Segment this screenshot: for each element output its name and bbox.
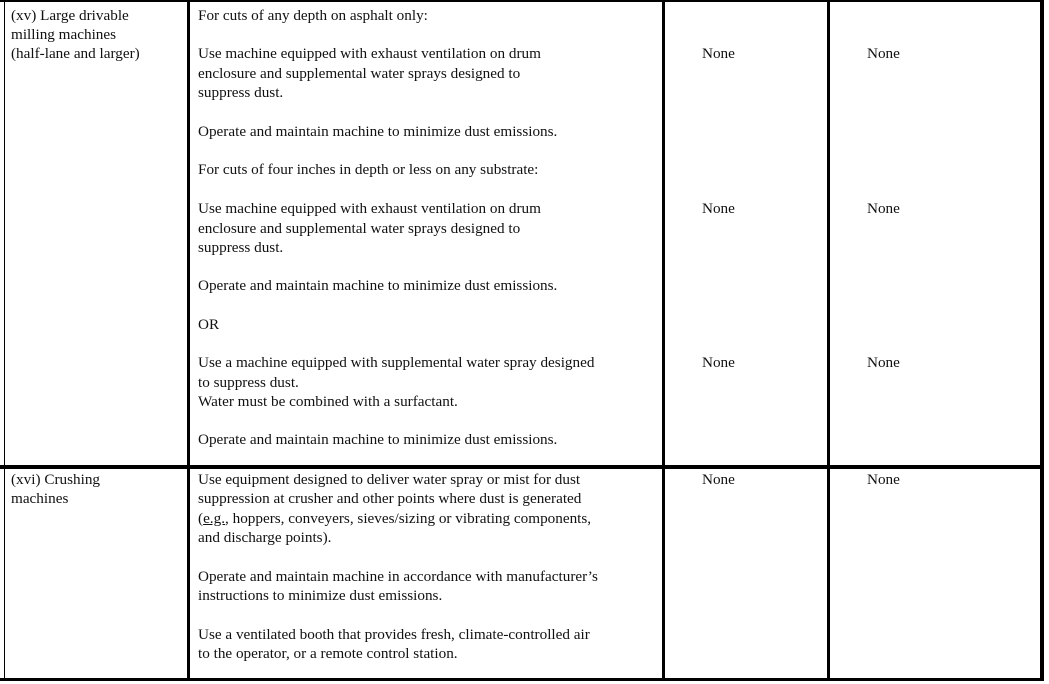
control-line: suppress dust. xyxy=(198,84,284,101)
column-divider xyxy=(662,0,665,681)
control-line-rest: , hoppers, conveyers, sieves/sizing or vibrating components, xyxy=(225,510,592,527)
apf-low-value: None xyxy=(702,354,735,371)
column-divider xyxy=(827,0,830,681)
control-line: suppress dust. xyxy=(198,239,284,256)
control-line: Use machine equipped with exhaust ventilation on drum xyxy=(198,45,541,62)
operate-line: Operate and maintain machine to minimize dust emissions. xyxy=(198,431,558,448)
operate-line: Operate and maintain machine in accordance with manufacturer’s xyxy=(198,568,598,585)
equipment-line: machines xyxy=(11,490,69,507)
table-bottom-border xyxy=(0,678,1044,681)
row-divider xyxy=(0,465,1044,469)
equipment-line: (xvi) Crushing xyxy=(11,471,101,488)
table-right-border xyxy=(1040,0,1044,681)
apf-low-value: None xyxy=(702,200,735,217)
apf-high-value: None xyxy=(867,45,900,62)
booth-line: to the operator, or a remote control station. xyxy=(198,645,458,662)
open-paren: ( xyxy=(198,510,204,527)
table-top-border xyxy=(0,0,1044,2)
column-divider xyxy=(187,0,190,681)
control-line: Use machine equipped with exhaust ventilation on drum xyxy=(198,200,541,217)
apf-high-value: None xyxy=(867,200,900,217)
control-line: enclosure and supplemental water sprays designed to xyxy=(198,65,521,82)
operate-line: Operate and maintain machine to minimize dust emissions. xyxy=(198,277,558,294)
equipment-line: (xv) Large drivable xyxy=(11,7,129,24)
control-line: Use a machine equipped with supplemental water spray designed xyxy=(198,354,595,371)
control-line: suppression at crusher and other points where dust is generated xyxy=(198,490,582,507)
equipment-line: (half-lane and larger) xyxy=(11,45,140,62)
apf-high-value: None xyxy=(867,471,900,488)
apf-low-value: None xyxy=(702,45,735,62)
apf-low-value: None xyxy=(702,471,735,488)
eg-abbrev: e.g. xyxy=(203,510,225,527)
control-line: Use equipment designed to deliver water spray or mist for dust xyxy=(198,471,581,488)
or-separator: OR xyxy=(198,316,220,333)
equipment-line: milling machines xyxy=(11,26,117,43)
apf-high-value: None xyxy=(867,354,900,371)
control-line: and discharge points). xyxy=(198,529,332,546)
block-heading: For cuts of any depth on asphalt only: xyxy=(198,7,428,24)
table-left-border xyxy=(4,0,5,681)
control-line: enclosure and supplemental water sprays designed to xyxy=(198,220,521,237)
booth-line: Use a ventilated booth that provides fresh, climate-controlled air xyxy=(198,626,590,643)
operate-line: instructions to minimize dust emissions. xyxy=(198,587,443,604)
operate-line: Operate and maintain machine to minimize dust emissions. xyxy=(198,123,558,140)
control-line: to suppress dust. xyxy=(198,374,299,391)
control-line: Water must be combined with a surfactant. xyxy=(198,393,458,410)
block-heading: For cuts of four inches in depth or less on any substrate: xyxy=(198,161,539,178)
control-line xyxy=(198,509,591,529)
